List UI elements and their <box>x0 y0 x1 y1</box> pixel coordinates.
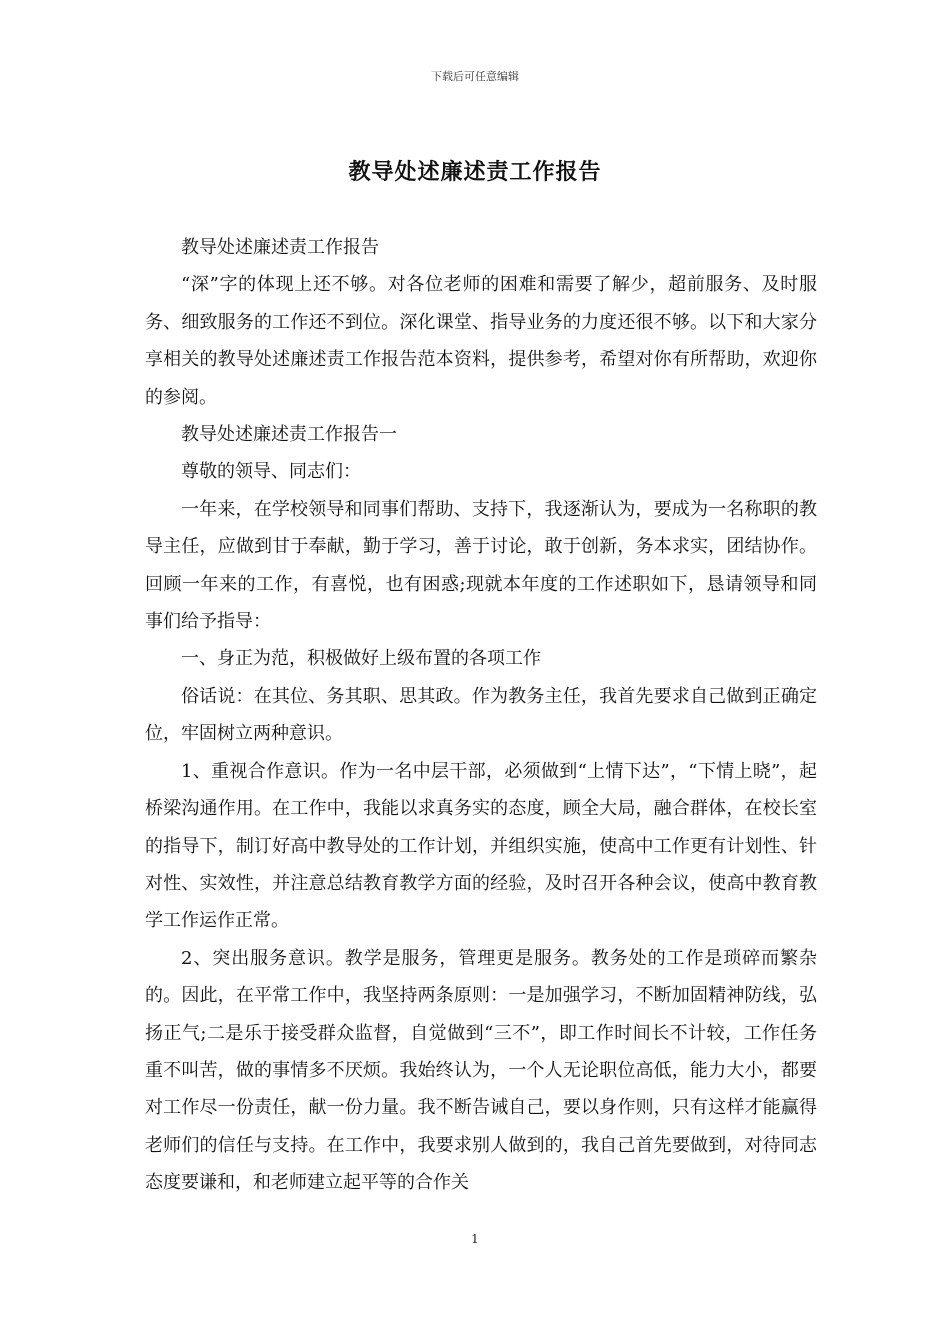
section-heading-1: 一、身正为范，积极做好上级布置的各项工作 <box>181 648 541 670</box>
paragraph-subtitle: 教导处述廉述责工作报告 <box>181 237 379 258</box>
paragraph-report-heading: 教导处述廉述责工作报告一 <box>181 424 397 446</box>
document-title: 教导处述廉述责工作报告 <box>348 159 602 185</box>
document-body <box>145 229 817 1202</box>
paragraph-overview: 一年来，在学校领导和同事们帮助、支持下，我逐渐认为，要成为一名称职的教导主任，应做到甘于奉献，勤于学习，善于讨论，敢于创新，务本求实，团结协作。回顾一年来的工作，有喜悦，也有困惑;现就本年度的工作述职如下，恳请领导和同事们给予指导： <box>145 498 817 633</box>
paragraph-intro: “深”字的体现上还不够。对各位老师的困难和需要了解少，超前服务、及时服务、细致服务的工作还不到位。深化课堂、指导业务的力度还很不够。以下和大家分享相关的教导处述廉述责工作报告范本资料，提供参考，希望对你有所帮助，欢迎你的参阅。 <box>145 274 817 408</box>
page-header-note: 下载后可任意编辑 <box>431 70 519 83</box>
paragraph-service: 2、突出服务意识。教学是服务，管理更是服务。教务处的工作是琐碎而繁杂的。因此，在平常工作中，我坚持两条原则：一是加强学习，不断加固精神防线，弘扬正气;二是乐于接受群众监督，自觉做到“三不”，即工作时间长不计较，工作任务重不叫苦，做的事情多不厌烦。我始终认为，一个人无论职位高低，能力大小，都要对工作尽一份责任，献一份力量。我不断告诫自己，要以身作则，只有这样才能赢得老师们的信任与支持。在工作中，我要求别人做到的，我自己首先要做到，对待同志态度要谦和，和老师建立起平等的合作关 <box>145 947 817 1194</box>
page-number: 1 <box>471 1232 479 1246</box>
paragraph-salutation: 尊敬的领导、同志们： <box>181 461 361 483</box>
paragraph-positioning: 俗话说：在其位、务其职、思其政。作为教务主任，我首先要求自己做到正确定位，牢固树立两种意识。 <box>145 685 817 745</box>
paragraph-cooperation: 1、重视合作意识。作为一名中层干部，必须做到“上情下达”，“下情上晓”，起桥梁沟通作用。在工作中，我能以求真务实的态度，顾全大局，融合群体，在校长室的指导下，制订好高中教导处的工作计划，并组织实施，使高中工作更有计划性、针对性、实效性，并注意总结教育教学方面的经验，及时召开各种会议，使高中教育教学工作运作正常。 <box>145 760 817 932</box>
